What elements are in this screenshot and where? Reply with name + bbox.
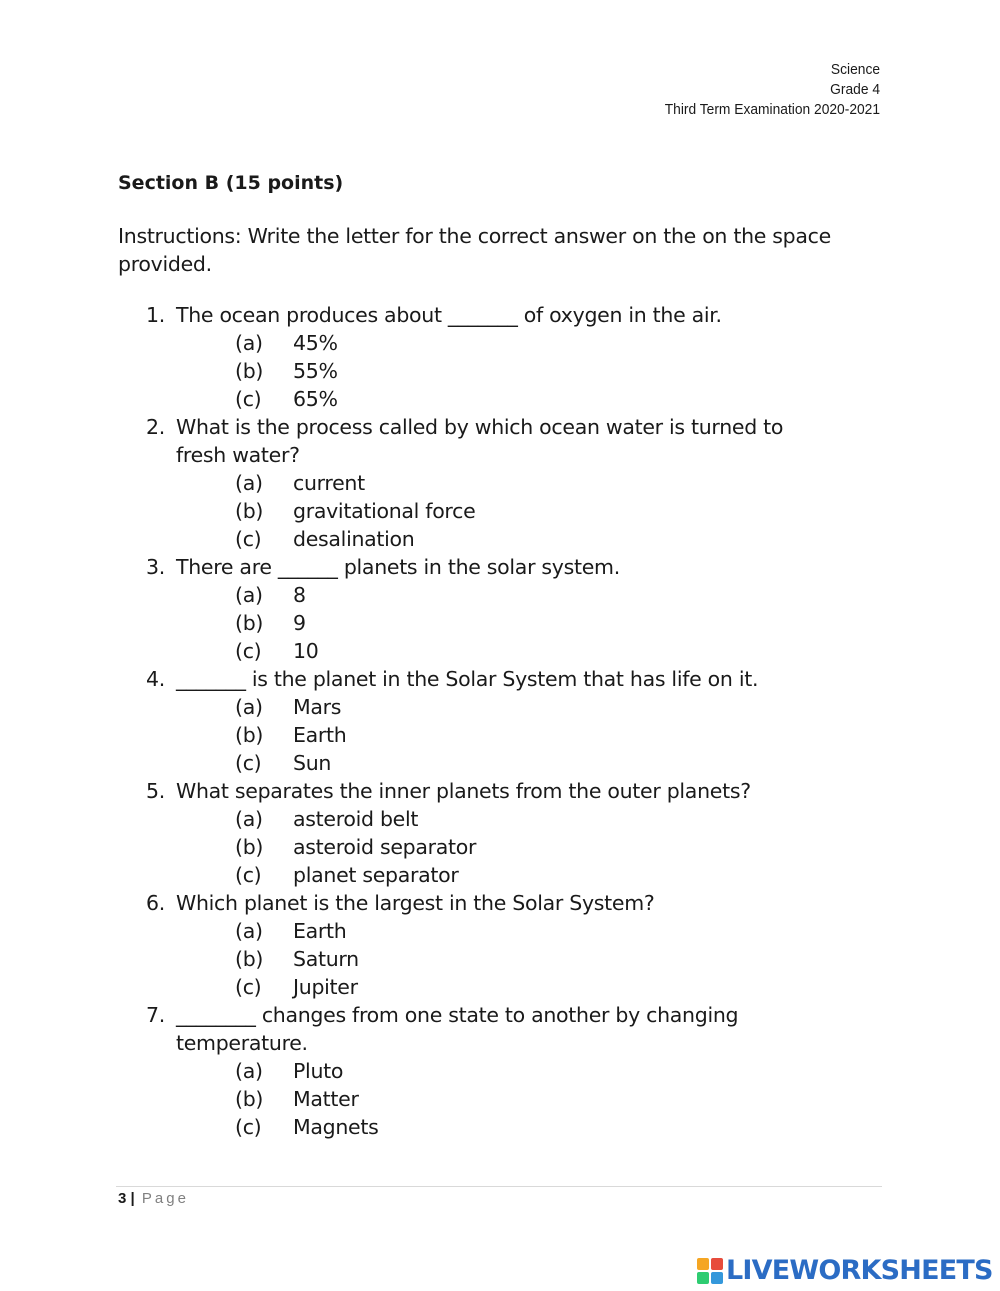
brand-logo [697,1256,993,1286]
answer-option [0,1113,1000,1141]
answer-option [0,637,1000,665]
question-text: What is the process called by which ocean water is turned to [176,415,784,439]
question-text: _______ is the planet in the Solar System that has life on it. [176,667,759,691]
footer-divider [116,1186,882,1187]
section-title: Section B (15 points) [118,172,344,194]
question-line-continued [0,1029,1000,1057]
question-number: 3. [146,555,165,579]
option-letter: (b) [235,499,264,523]
question-text: The ocean produces about _______ of oxygen in the air. [176,303,722,327]
option-letter: (b) [235,835,264,859]
option-text: 55% [293,359,338,383]
answer-option [0,497,1000,525]
question-line [0,1001,1000,1029]
header-grade: Grade 4 [830,81,880,98]
option-text: 65% [293,387,338,411]
question-line-continued [0,441,1000,469]
question-text: fresh water? [176,443,300,467]
answer-option [0,525,1000,553]
option-text: Earth [293,919,347,943]
option-letter: (c) [235,1115,262,1139]
option-letter: (b) [235,359,264,383]
option-text: Matter [293,1087,359,1111]
option-text: gravitational force [293,499,476,523]
answer-option [0,1057,1000,1085]
option-letter: (b) [235,947,264,971]
option-text: Earth [293,723,347,747]
option-letter: (c) [235,639,262,663]
question-number: 1. [146,303,165,327]
option-letter: (c) [235,751,262,775]
answer-option [0,1085,1000,1113]
answer-option [0,749,1000,777]
option-text: 45% [293,331,338,355]
answer-option [0,581,1000,609]
question-number: 7. [146,1003,165,1027]
option-letter: (a) [235,919,263,943]
option-text: Sun [293,751,332,775]
brand-mark-square [711,1272,723,1284]
question-text: What separates the inner planets from the outer planets? [176,779,751,803]
answer-option [0,329,1000,357]
question-text: temperature. [176,1031,308,1055]
answer-option [0,917,1000,945]
option-text: Mars [293,695,342,719]
answer-option [0,833,1000,861]
question-number: 2. [146,415,165,439]
option-letter: (c) [235,975,262,999]
brand-mark-square [697,1258,709,1270]
option-letter: (a) [235,471,263,495]
option-text: Pluto [293,1059,344,1083]
question-line [0,889,1000,917]
header-subject: Science [830,61,880,78]
answer-option [0,357,1000,385]
answer-option [0,469,1000,497]
question-line [0,301,1000,329]
answer-option [0,609,1000,637]
instructions-text: Instructions: Write the letter for the correct answer on the on the space provided. [118,224,831,276]
brand-mark-square [711,1258,723,1270]
answer-option [0,945,1000,973]
question-number: 4. [146,667,165,691]
page-number: 3 | [118,1190,135,1207]
brand-mark-icon [697,1258,723,1284]
answer-option [0,721,1000,749]
option-letter: (a) [235,807,263,831]
header-exam: Third Term Examination 2020-2021 [664,101,880,118]
question-line [0,413,1000,441]
question-text: Which planet is the largest in the Solar System? [176,891,655,915]
question-text: ________ changes from one state to another by changing [176,1003,739,1027]
answer-option [0,861,1000,889]
option-letter: (c) [235,527,262,551]
answer-option [0,385,1000,413]
question-line [0,665,1000,693]
option-text: Jupiter [293,975,358,999]
option-text: current [293,471,365,495]
option-text: desalination [293,527,415,551]
option-letter: (b) [235,1087,264,1111]
question-number: 5. [146,779,165,803]
question-list [0,301,1000,1141]
option-letter: (b) [235,611,264,635]
answer-option [0,805,1000,833]
page-label: Page [134,1190,189,1207]
answer-option [0,693,1000,721]
option-letter: (c) [235,387,262,411]
page-header [665,60,880,120]
question-line [0,777,1000,805]
option-text: 10 [293,639,319,663]
option-letter: (c) [235,863,262,887]
option-letter: (a) [235,1059,263,1083]
question-text: There are ______ planets in the solar system. [176,555,620,579]
option-text: 9 [293,611,306,635]
option-letter: (a) [235,695,263,719]
answer-option [0,973,1000,1001]
option-letter: (a) [235,583,263,607]
option-text: Magnets [293,1115,379,1139]
option-text: planet separator [293,863,459,887]
option-text: asteroid separator [293,835,477,859]
option-text: Saturn [293,947,359,971]
option-letter: (b) [235,723,264,747]
brand-name: LIVEWORKSHEETS [726,1255,993,1286]
question-number: 6. [146,891,165,915]
page-footer [118,1190,189,1207]
option-text: 8 [293,583,306,607]
question-line [0,553,1000,581]
option-letter: (a) [235,331,263,355]
brand-mark-square [697,1272,709,1284]
option-text: asteroid belt [293,807,419,831]
